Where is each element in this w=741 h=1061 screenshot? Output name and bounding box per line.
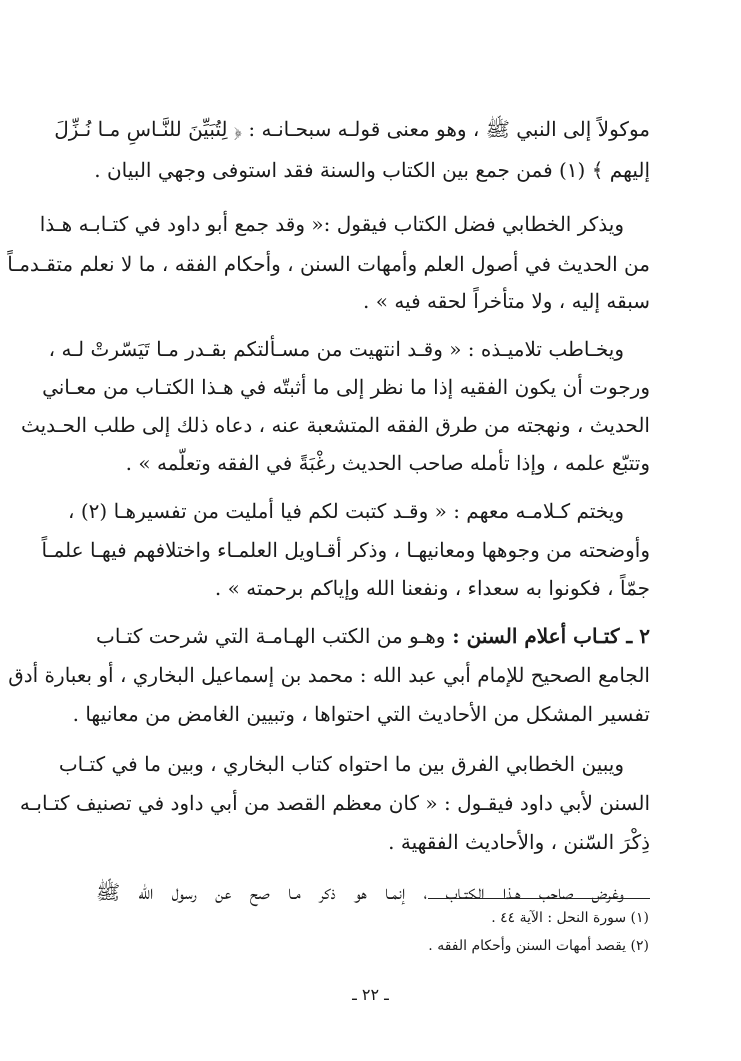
text-line: ويخـاطب تلاميـذه : « وقـد انتهيت من مسـألتكم بقـدر مـا تَيَسّرتْ لـه ، (48, 337, 624, 361)
text-line: الحديث ، ونهجته من طرق الفقه المتشعبة عنه ، دعاه ذلك إلى طلب الحـديث (20, 413, 650, 437)
page-number: ـ ٢٢ ـ (352, 985, 389, 1004)
text-line: ذِكْرَ السّنن ، والأحاديث الفقهية . (388, 830, 650, 854)
footnote: (٢) يقصد أمهات السنن وأحكام الفقه . (428, 938, 649, 954)
text-line: وغرض صاحب هـذا الكتـاب ، إنمـا هو ذكر مـا صح عن رسول الله ﷺ (96, 880, 624, 904)
footnote-separator (428, 898, 650, 899)
text-line: سبقه إليه ، ولا متأخراً لحقه فيه » . (363, 289, 650, 313)
text-line: ورجوت أن يكون الفقيه إذا ما نظر إلى ما أثبتّه في هـذا الكتـاب من معـاني (42, 375, 650, 399)
text-line: تفسير المشكل من الأحاديث التي احتواها ، وتبيين الغامض من معانيها . (72, 702, 650, 726)
text-line: موكولاً إلى النبي ﷺ ، وهو معنى قولـه سبحـانـه : ﴿ لِتُبَيِّنَ للنَّـاسِ مـا نُـزِّلَ (54, 117, 650, 141)
text-line: إليهم ﴾ (١) فمن جمع بين الكتاب والسنة فقد استوفى وجهي البيان . (94, 158, 650, 182)
text-line: الجامع الصحيح للإمام أبي عبد الله : محمد بن إسماعيل البخاري ، أو بعبارة أدق (8, 663, 650, 687)
text-line: ويذكر الخطابي فضل الكتاب فيقول :« وقد جمع أبو داود في كتـابـه هـذا (39, 212, 624, 236)
text-line: وتتبّع علمه ، وإذا تأمله صاحب الحديث رغْبَةً في الفقه وتعلّمه » . (125, 451, 650, 475)
text-line: وأوضحته من وجوهها ومعانيهـا ، وذكر أقـاويل العلمـاء واختلافهم فيهـا علمـاً (41, 538, 650, 562)
footnote: (١) سورة النحل : الآية ٤٤ . (491, 910, 649, 926)
text-line: السنن لأبي داود فيقـول : « كان معظم القصد من أبي داود في تصنيف كتـابـه (19, 791, 650, 815)
text-line: جمّاً ، فكونوا به سعداء ، ونفعنا الله وإياكم برحمته » . (214, 576, 650, 600)
text-line: ويختم كـلامـه معهم : « وقـد كتبت لكم فيا أمليت من تفسيرهـا (٢) ، (68, 499, 624, 523)
section-heading: ٢ ـ كتـاب أعلام السنن : (452, 624, 650, 648)
text-line: ويبين الخطابي الفرق بين ما احتواه كتاب البخاري ، وبين ما في كتـاب (58, 752, 624, 776)
text-line: من الحديث في أصول العلم وأمهات السنن ، وأحكام الفقه ، ما لا نعلم متقـدمـاً (7, 252, 650, 276)
text-line: وهـو من الكتب الهـامـة التي شرحت كتـاب (96, 624, 446, 648)
section-heading-line (96, 622, 650, 652)
